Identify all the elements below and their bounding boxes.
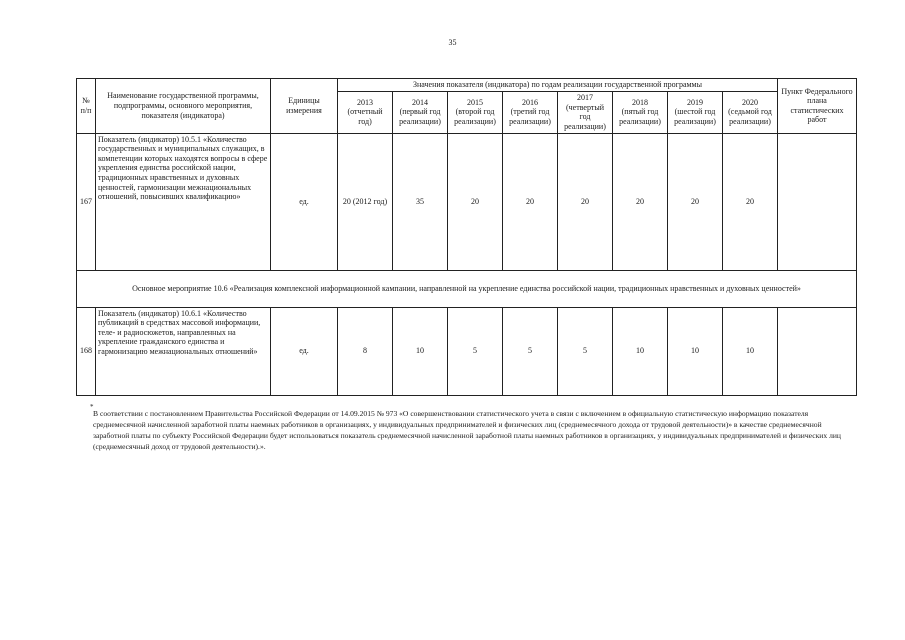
header-year-2018: 2018 (пятый год реализации) — [613, 91, 668, 133]
value-2018: 10 — [613, 307, 668, 395]
indicator-name: Показатель (индикатор) 10.6.1 «Количество публикаций в средствах массовой информации, теле- и радиосюжетов, направленных на укрепление гражданского единства и гармонизацию межнациональных отношений» — [96, 307, 271, 395]
value-2015: 20 — [448, 133, 503, 270]
value-2014: 10 — [393, 307, 448, 395]
value-2020: 20 — [723, 133, 778, 270]
footnote-text: В соответствии с постановлением Правительства Российской Федерации от 14.09.2015 № 973 «О совершенствовании статистического учета в связи с включением в официальную статистическую информацию показателя среднемесячной начисленной заработной платы наемных работников в организациях, у индивидуальных предпринимателей и физических лиц (среднемесячного дохода от трудовой деятельности)» в качестве среднемесячной заработной платы по субъекту Российской Федерации будет использоваться показатель среднемесячной начисленной заработной платы наемных работников в организациях, у индивидуальных предпринимателей и физических лиц (среднемесячный доход от трудовой деятельности).». — [93, 409, 841, 451]
value-2019: 10 — [668, 307, 723, 395]
header-year-2016: 2016 (третий год реализации) — [503, 91, 558, 133]
header-name: Наименование государственной программы, подпрограммы, основного мероприятия, показателя (индикатора) — [96, 79, 271, 134]
value-2018: 20 — [613, 133, 668, 270]
header-year-2019: 2019 (шестой год реализации) — [668, 91, 723, 133]
section-title: Основное мероприятие 10.6 «Реализация комплексной информационной кампании, направленной на укрепление единства российской нации, традиционных нравственных и духовных ценностей» — [77, 270, 857, 307]
header-year-2020: 2020 (седьмой год реализации) — [723, 91, 778, 133]
header-plan: Пункт Федерального плана статистических работ — [778, 79, 857, 134]
header-values-group: Значения показателя (индикатора) по годам реализации государственной программы — [338, 79, 778, 92]
indicator-units: ед. — [271, 133, 338, 270]
value-2017: 20 — [558, 133, 613, 270]
indicator-units: ед. — [271, 307, 338, 395]
footnote-marker: * — [90, 403, 94, 411]
header-year-2014: 2014 (первый год реализации) — [393, 91, 448, 133]
indicators-table — [76, 78, 857, 396]
row-num: 168 — [77, 307, 96, 395]
plan-item — [778, 133, 857, 270]
value-2019: 20 — [668, 133, 723, 270]
page-number: 35 — [448, 38, 457, 47]
value-2015: 5 — [448, 307, 503, 395]
header-year-2013: 2013 (отчетный год) — [338, 91, 393, 133]
table-row-168 — [77, 307, 857, 395]
value-2017: 5 — [558, 307, 613, 395]
plan-item — [778, 307, 857, 395]
value-2014: 35 — [393, 133, 448, 270]
header-units: Единицы измерения — [271, 79, 338, 134]
table-row-167 — [77, 133, 857, 270]
value-2013: 20 (2012 год) — [338, 133, 393, 270]
indicator-name: Показатель (индикатор) 10.5.1 «Количество государственных и муниципальных служащих, в компетенции которых находятся вопросы в сфере укрепления единства российской нации, традиционных нравственных и духовных ценностей, гармонизации межнациональных отношений, повысивших квалификацию» — [96, 133, 271, 270]
header-year-2015: 2015 (второй год реализации) — [448, 91, 503, 133]
value-2020: 10 — [723, 307, 778, 395]
value-2016: 5 — [503, 307, 558, 395]
header-year-2017: 2017 (четвертый год реализации) — [558, 91, 613, 133]
value-2013: 8 — [338, 307, 393, 395]
header-num: № п/п — [77, 79, 96, 134]
section-row — [77, 270, 857, 307]
value-2016: 20 — [503, 133, 558, 270]
header-row-1 — [77, 79, 857, 92]
row-num: 167 — [77, 133, 96, 270]
